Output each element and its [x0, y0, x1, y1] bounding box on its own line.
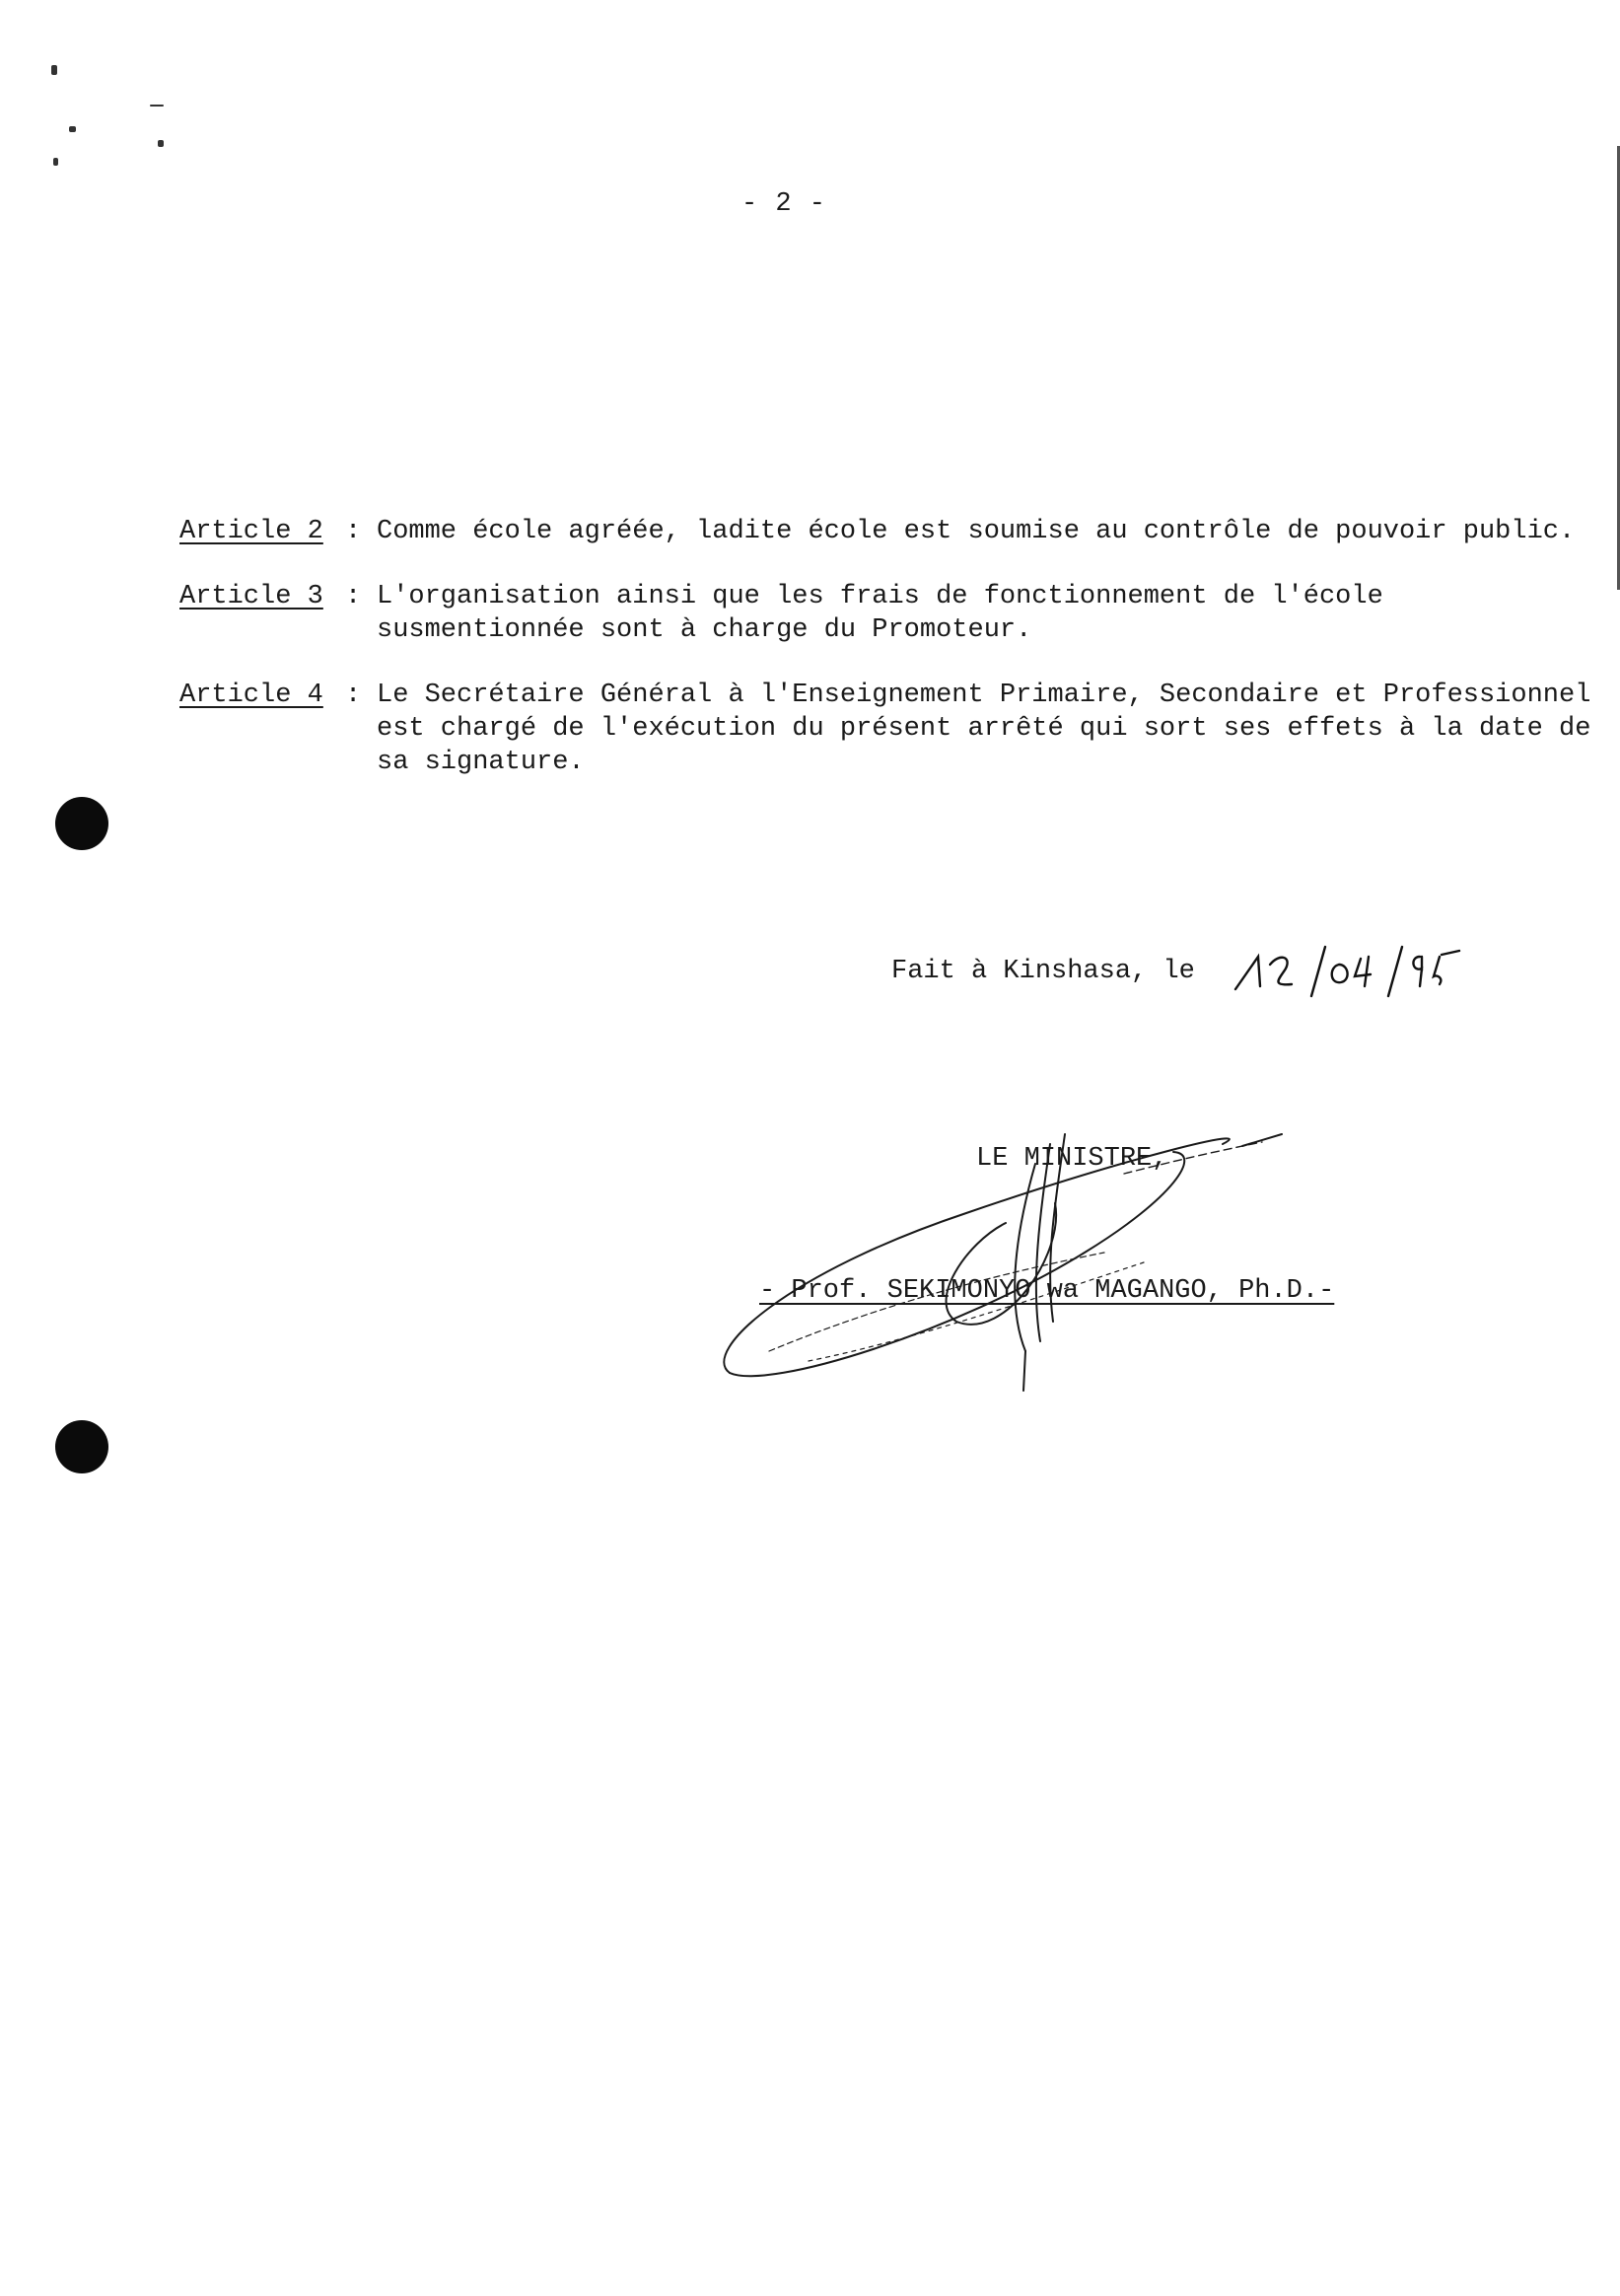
article-label: Article 2 [179, 517, 323, 546]
page-number: - 2 - [740, 189, 826, 219]
article-text: L'organisation ainsi que les frais de fonctionnement de l'école susmentionnée sont à charge du Promoteur. [377, 582, 1383, 645]
article-3 [179, 580, 1599, 647]
minister-name: - Prof. SEKIMONYO wa MAGANGO, Ph.D.- [759, 1276, 1335, 1306]
scan-speck [150, 105, 164, 107]
article-colon: : [345, 582, 362, 611]
punch-hole-bottom [55, 1420, 108, 1473]
scan-speck [51, 65, 57, 75]
scan-speck [69, 126, 76, 132]
article-label: Article 3 [179, 582, 323, 611]
article-colon: : [345, 517, 362, 546]
scan-speck [53, 158, 58, 166]
articles-section [179, 515, 1599, 811]
article-text: Comme école agréée, ladite école est soumise au contrôle de pouvoir public. [377, 517, 1576, 546]
article-colon: : [345, 681, 362, 710]
article-4 [179, 679, 1599, 779]
article-label: Article 4 [179, 681, 323, 710]
article-2 [179, 515, 1599, 548]
minister-title: LE MINISTRE, [976, 1144, 1168, 1174]
handwritten-date [1231, 935, 1477, 1004]
place-date-line: Fait à Kinshasa, le [891, 957, 1195, 986]
scan-speck [158, 140, 164, 147]
punch-hole-top [55, 797, 108, 850]
article-text: Le Secrétaire Général à l'Enseignement Primaire, Secondaire et Professionnel est chargé de l'exécution du présent arrêté qui sort ses effets à la date de sa signature. [377, 681, 1591, 777]
signature [710, 1105, 1321, 1400]
